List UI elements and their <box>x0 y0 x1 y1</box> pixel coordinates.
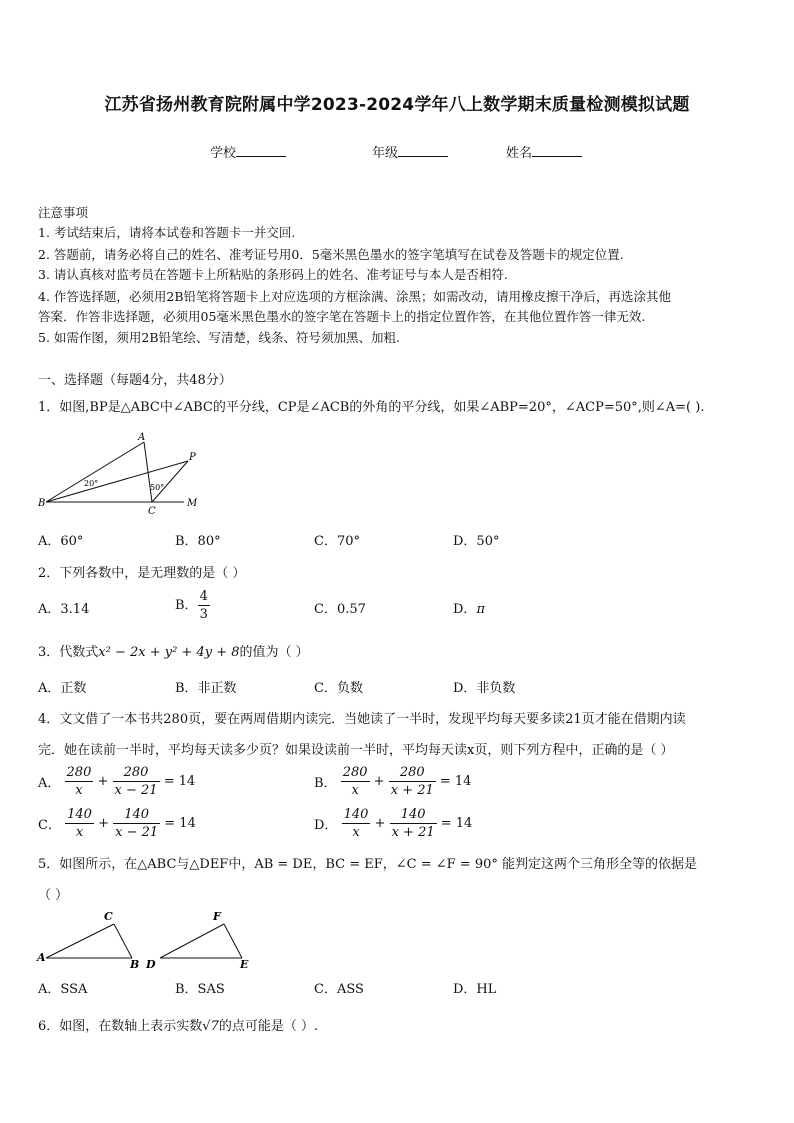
note-item: 3. 请认真核对监考员在答题卡上所粘贴的条形码上的姓名、准考证号与本人是否相符. <box>38 267 508 282</box>
q2-option-c[interactable]: C．0.57 <box>314 602 366 617</box>
note-item: 2. 答题前，请务必将自己的姓名、准考证号用0．5毫米黑色墨水的签字笔填写在试卷及答题卡的规定位置. <box>38 247 624 262</box>
page-title: 江苏省扬州教育院附属中学2023-2024学年八上数学期末质量检测模拟试题 <box>104 95 690 115</box>
note-item: 1. 考试结束后，请将本试卷和答题卡一并交回. <box>38 225 296 240</box>
q1-option-b[interactable]: B．80° <box>175 534 221 549</box>
point-f-label: F <box>213 910 221 923</box>
q2-option-d[interactable]: D．π <box>453 602 485 617</box>
section-heading: 一、选择题（每题4分，共48分） <box>38 373 232 388</box>
point-e-label: E <box>240 958 249 971</box>
point-d-label: D <box>146 958 156 971</box>
question-3-stem: 3．代数式x² − 2x + y² + 4y + 8的值为（ ） <box>38 645 309 660</box>
note-item: 答案．作答非选择题，必须用05毫米黑色墨水的签字笔在答题卡上的指定位置作答，在其他位置作答一律无效. <box>38 309 646 324</box>
question-4-line2: 完．她在读前一半时，平均每天读多少页？如果设读前一半时，平均每天读x页，则下列方程中，正确的是（ ） <box>38 743 674 758</box>
point-a-label: A <box>37 951 46 964</box>
question-4-line1: 4．文文借了一本书共280页，要在两周借期内读完．当她读了一半时，发现平均每天要多读21页才能在借期内读 <box>38 712 686 727</box>
q5-triangles-figure <box>36 906 266 972</box>
question-1-stem: 1．如图,BP是△ABC中∠ABC的平分线，CP是∠ACB的外角的平分线，如果∠ABP=20°，∠ACP=50°,则∠A=( ). <box>38 400 705 415</box>
q4-option-b[interactable]: B． $\frac{280}{x}$ + $\frac{280}{x + 21}$ = 14 <box>314 765 472 798</box>
school-field: 学校 <box>210 142 286 161</box>
point-b-label: B <box>38 498 46 509</box>
point-m-label: M <box>187 498 198 509</box>
question-6-stem: 6．如图，在数轴上表示实数√7的点可能是（ ）. <box>38 1019 319 1034</box>
note-item: 5. 如需作图，须用2B铅笔绘、写清楚，线条、符号须加黑、加粗. <box>38 330 401 345</box>
q1-triangle-figure <box>36 428 206 518</box>
angle-20-label: 20° <box>84 479 99 488</box>
angle-50-label: 50° <box>150 483 165 492</box>
q4-option-c[interactable]: C． $\frac{140}{x}$ + $\frac{140}{x - 21}$ = 14 <box>38 807 196 840</box>
q5-option-a[interactable]: A．SSA <box>38 982 88 997</box>
q5-option-c[interactable]: C．ASS <box>314 982 364 997</box>
q5-option-b[interactable]: B．SAS <box>175 982 225 997</box>
notes-heading: 注意事项 <box>38 205 89 220</box>
question-5-line1: 5．如图所示，在△ABC与△DEF中，AB = DE，BC = EF，∠C = ∠F = 90° 能判定这两个三角形全等的依据是 <box>38 857 697 872</box>
q3-option-a[interactable]: A．正数 <box>38 681 87 696</box>
q3-option-b[interactable]: B．非正数 <box>175 681 237 696</box>
q1-option-d[interactable]: D．50° <box>453 534 500 549</box>
name-field: 姓名 <box>506 142 582 161</box>
q4-option-a[interactable]: A． $\frac{280}{x}$ + $\frac{280}{x - 21}$ = 14 <box>38 765 196 798</box>
grade-field: 年级 <box>372 142 448 161</box>
q4-option-d[interactable]: D． $\frac{140}{x}$ + $\frac{140}{x + 21}$ = 14 <box>314 807 473 840</box>
point-b-label: B <box>130 958 140 971</box>
q5-option-d[interactable]: D．HL <box>453 982 497 997</box>
note-item: 4. 作答选择题，必须用2B铅笔将答题卡上对应选项的方框涂满、涂黑；如需改动，请用橡皮擦干净后，再选涂其他 <box>38 289 672 304</box>
question-5-line2: （ ） <box>38 888 69 903</box>
point-p-label: P <box>189 452 196 463</box>
q2-option-a[interactable]: A．3.14 <box>38 602 90 617</box>
q2-option-b[interactable]: B． $\frac{4}{3}$ <box>175 589 208 622</box>
q3-option-d[interactable]: D．非负数 <box>453 681 516 696</box>
q1-option-c[interactable]: C．70° <box>314 534 360 549</box>
q3-option-c[interactable]: C．负数 <box>314 681 363 696</box>
point-c-label: C <box>104 910 113 923</box>
q1-option-a[interactable]: A．60° <box>38 534 84 549</box>
question-2-stem: 2．下列各数中，是无理数的是（ ） <box>38 566 246 581</box>
point-c-label: C <box>148 506 156 517</box>
point-a-label: A <box>138 432 146 443</box>
